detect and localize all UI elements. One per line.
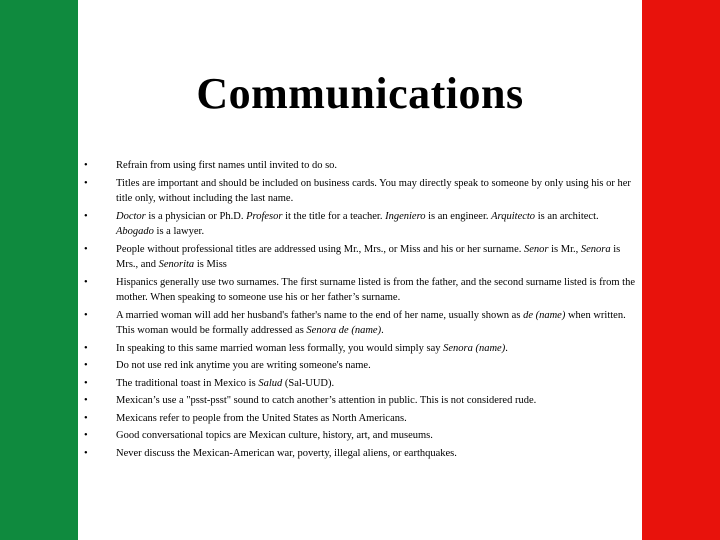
bullet-dot-icon: • — [84, 243, 88, 255]
bullet-text — [116, 244, 620, 271]
bullet-item — [84, 376, 636, 392]
text-segment: is Mr., — [548, 243, 581, 255]
bullet-item — [84, 428, 636, 444]
bullet-item — [84, 358, 636, 374]
text-segment: Never discuss the Mexican-American war, poverty, illegal aliens, or earthquakes. — [116, 447, 457, 459]
italic-term: Arquitecto — [491, 210, 536, 222]
bullet-item — [84, 275, 636, 306]
italic-term: Doctor — [116, 210, 146, 222]
bullet-text — [116, 178, 631, 205]
italic-term: Ingeniero — [385, 210, 426, 222]
slide-title: Communications — [196, 69, 524, 118]
text-segment: The traditional toast in Mexico is — [116, 377, 259, 389]
text-segment: Refrain from using first names until invited to do so. — [116, 160, 338, 171]
bullet-text — [116, 310, 626, 337]
bullet-dot-icon: • — [84, 210, 88, 222]
bullet-dot-icon: • — [84, 447, 88, 459]
bullet-text — [116, 413, 407, 424]
bullet-item — [84, 158, 636, 174]
italic-term: Senor — [523, 243, 549, 255]
text-segment: A married woman will add her husband's father's name to the end of her name, usually shown as — [116, 309, 524, 321]
bullet-text — [116, 277, 635, 304]
italic-term: Senora — [580, 243, 611, 255]
bullet-dot-icon: • — [84, 177, 88, 189]
flag-band-red — [642, 0, 720, 540]
bullet-dot-icon: • — [84, 342, 88, 354]
bullet-text — [116, 395, 536, 406]
bullet-dot-icon: • — [84, 377, 88, 389]
italic-term: Senora (name) — [443, 342, 506, 354]
text-segment: Good conversational topics are Mexican culture, history, art, and museums. — [116, 430, 433, 441]
text-segment: is an engineer. — [425, 210, 492, 222]
bullet-text — [116, 160, 337, 171]
text-segment: In speaking to this same married woman less formally, you would simply say — [116, 342, 444, 354]
bullet-item — [84, 308, 636, 339]
bullet-text — [116, 343, 508, 354]
bullet-dot-icon: • — [84, 395, 88, 406]
text-segment: Mexican’s use a "psst-psst" sound to catch another’s attention in public. This is not considered rude. — [116, 395, 537, 406]
text-segment: it the title for a teacher. — [282, 210, 386, 222]
text-segment: is a physician or Ph.D. — [145, 210, 247, 222]
italic-term: Profesor — [246, 210, 283, 222]
italic-term: Abogado — [116, 226, 154, 237]
text-segment: (Sal-UUD). — [282, 377, 335, 389]
bullet-text — [116, 378, 334, 389]
italic-term: de (name) — [523, 309, 566, 321]
text-segment: when written. This woman would be formally addressed as — [116, 309, 626, 336]
text-segment: is Mrs., and — [116, 243, 621, 270]
bullet-dot-icon: • — [84, 430, 88, 441]
bullet-item — [84, 446, 636, 462]
text-segment: Mexicans refer to people from the United States as North Americans. — [116, 412, 407, 424]
text-segment: People without professional titles are addressed using Mr., Mrs., or Miss and his or her surname. — [116, 243, 524, 255]
bullet-item — [84, 176, 636, 207]
bullet-dot-icon: • — [84, 160, 88, 171]
italic-term: Senora de (name) — [306, 325, 382, 336]
text-segment: . — [381, 325, 384, 336]
bullet-text — [116, 211, 599, 238]
bullet-text — [116, 448, 457, 459]
bullet-item — [84, 341, 636, 357]
bullet-list — [84, 158, 636, 463]
text-segment: Titles are important and should be included on business cards. You may directly speak to someone by only using his or her title only, without including the last name. — [116, 177, 631, 204]
bullet-dot-icon: • — [84, 412, 88, 424]
italic-term: Senorita — [158, 259, 195, 270]
bullet-dot-icon: • — [84, 309, 88, 321]
bullet-item — [84, 411, 636, 427]
bullet-item — [84, 242, 636, 273]
bullet-text — [116, 360, 371, 371]
bullet-item — [84, 393, 636, 409]
text-segment: is Miss — [194, 259, 227, 270]
italic-term: Salud — [258, 377, 283, 389]
text-segment: is a lawyer. — [153, 226, 205, 237]
bullet-item — [84, 209, 636, 240]
text-segment: is an architect. — [535, 210, 599, 222]
text-segment: Hispanics generally use two surnames. The first surname listed is from the father, and the second surname listed is from the mother. When speaking to someone use his or her father’s surname. — [116, 276, 636, 303]
text-segment: Do not use red ink anytime you are writing someone's name. — [116, 360, 371, 371]
text-segment: . — [505, 342, 508, 354]
bullet-dot-icon: • — [84, 360, 88, 371]
bullet-text — [116, 430, 433, 441]
flag-band-green — [0, 0, 78, 540]
bullet-dot-icon: • — [84, 276, 88, 288]
